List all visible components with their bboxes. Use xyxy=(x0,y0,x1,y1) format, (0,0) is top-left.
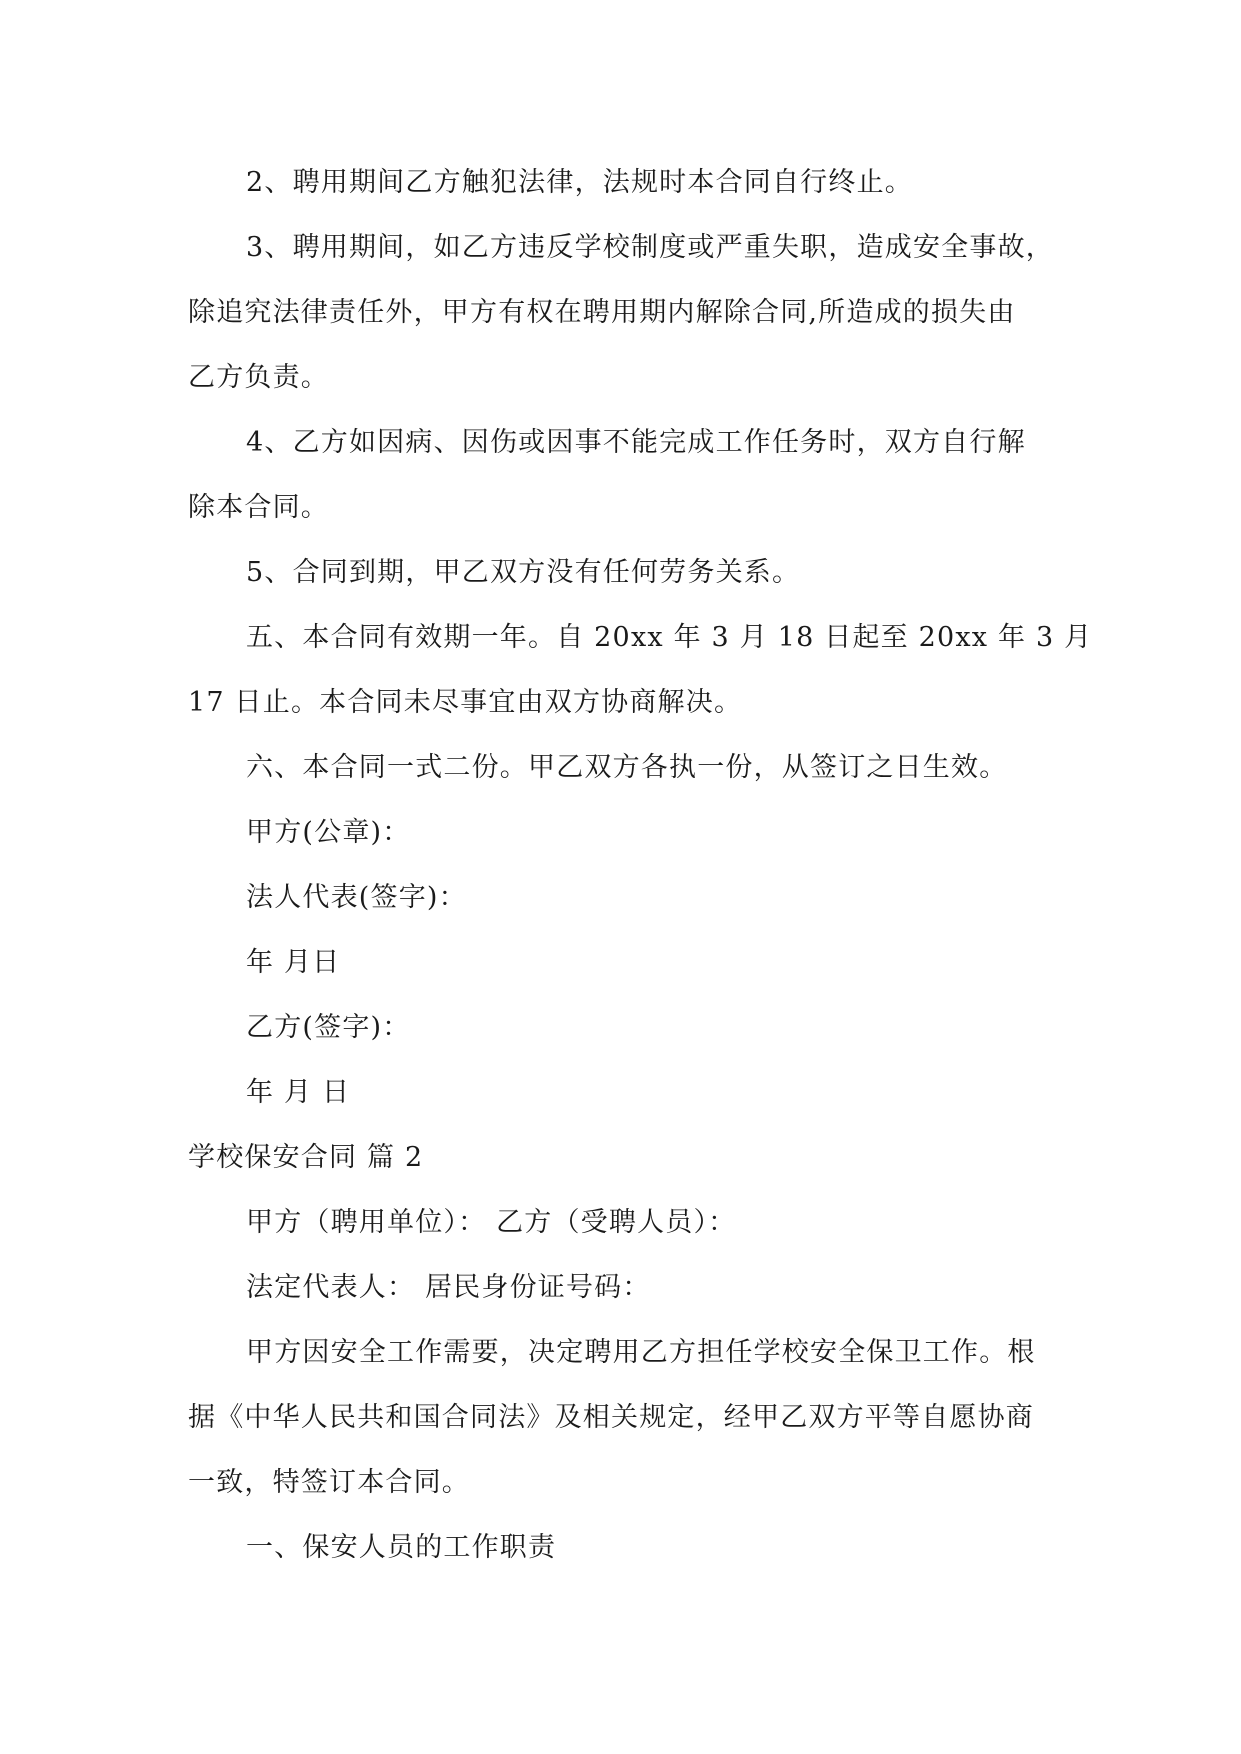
representative-id-line: 法定代表人： 居民身份证号码： xyxy=(246,1272,651,1303)
parties-line: 甲方（聘用单位）： 乙方（受聘人员）： xyxy=(246,1207,737,1238)
preamble-line-2: 据《中华人民共和国合同法》及相关规定，经甲乙双方平等自愿协商 xyxy=(188,1402,1034,1433)
party-a-seal-label: 甲方(公章)： xyxy=(246,817,411,848)
date-line-party-a: 年 月日 xyxy=(246,947,341,978)
preamble-line-3: 一致，特签订本合同。 xyxy=(188,1467,470,1498)
clause-termination-law: 2、聘用期间乙方触犯法律，法规时本合同自行终止。 xyxy=(246,167,913,198)
party-b-signature-label: 乙方(签字)： xyxy=(246,1012,411,1043)
clause-illness-line-1: 4、乙方如因病、因伤或因事不能完成工作任务时，双方自行解 xyxy=(246,427,1026,458)
clause-expiry: 5、合同到期，甲乙双方没有任何劳务关系。 xyxy=(246,557,801,588)
date-line-party-b: 年 月 日 xyxy=(246,1077,351,1108)
section-six: 六、本合同一式二份。甲乙双方各执一份，从签订之日生效。 xyxy=(246,752,1008,783)
contract-heading-part-2: 学校保安合同 篇 2 xyxy=(188,1142,424,1173)
clause-violation-line-3: 乙方负责。 xyxy=(188,362,329,393)
section-one-heading: 一、保安人员的工作职责 xyxy=(246,1532,557,1563)
section-five-line-1: 五、本合同有效期一年。自 20xx 年 3 月 18 日起至 20xx 年 3 月 xyxy=(246,622,1093,653)
preamble-line-1: 甲方因安全工作需要，决定聘用乙方担任学校安全保卫工作。根 xyxy=(246,1337,1036,1368)
section-five-line-2: 17 日止。本合同未尽事宜由双方协商解决。 xyxy=(188,687,743,718)
clause-violation-line-1: 3、聘用期间，如乙方违反学校制度或严重失职，造成安全事故， xyxy=(246,232,1054,263)
clause-violation-line-2: 除追究法律责任外，甲方有权在聘用期内解除合同,所造成的损失由 xyxy=(188,297,1016,328)
clause-illness-line-2: 除本合同。 xyxy=(188,492,329,523)
legal-rep-signature-label: 法人代表(签字)： xyxy=(246,882,467,913)
